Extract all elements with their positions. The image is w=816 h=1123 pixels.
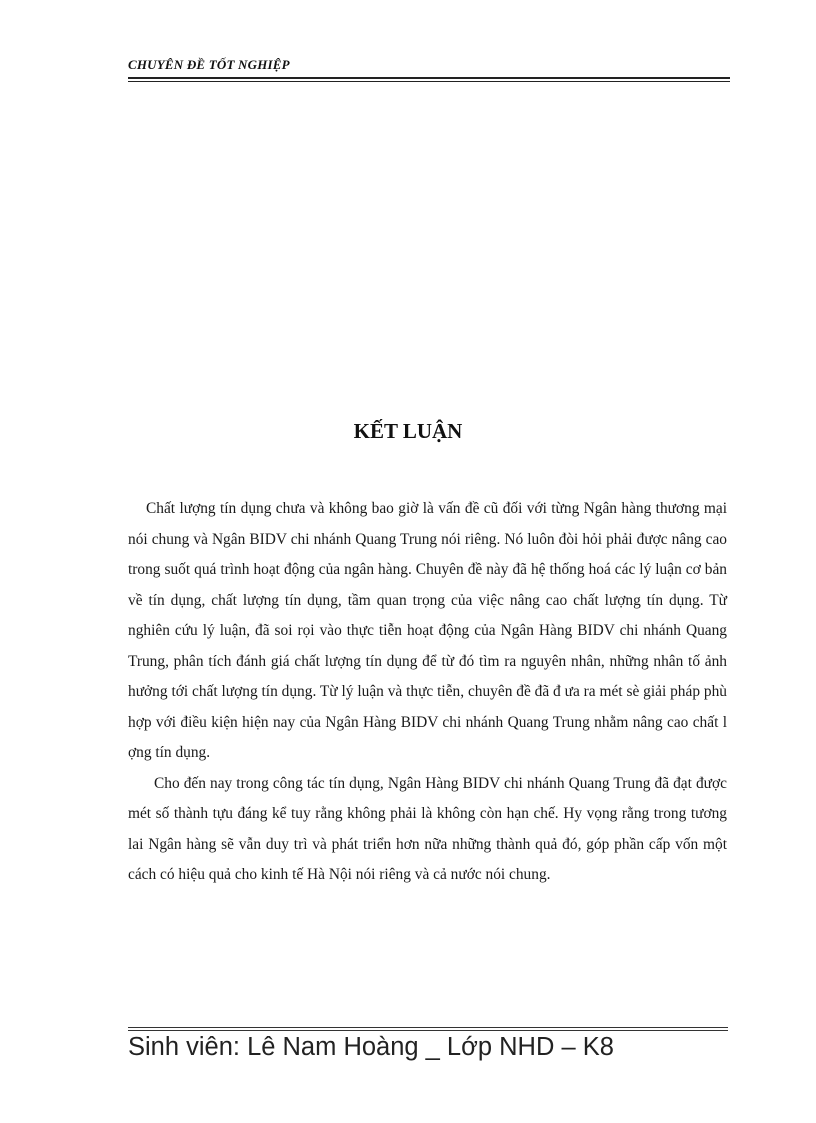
- paragraph-2: Cho đến nay trong công tác tín dụng, Ngân Hàng BIDV chi nhánh Quang Trung đã đạt được mét số thành tựu đáng kể tuy rằng không phải là không còn hạn chế. Hy vọng rằng trong tương lai Ngân hàng sẽ vẫn duy trì và phát triển hơn nữa những thành quả đó, góp phần cấp vốn một cách có hiệu quả cho kinh tế Hà Nội nói riêng và cả nước nói chung.: [128, 774, 727, 883]
- paragraph-1: Chất lượng tín dụng chưa và không bao giờ là vấn đề cũ đối với từng Ngân hàng thương mại nói chung và Ngân BIDV chi nhánh Quang Trung nói riêng. Nó luôn đòi hỏi phải được nâng cao trong suốt quá trình hoạt động của ngân hàng. Chuyên đề này đã hệ thống hoá các lý luận cơ bản về tín dụng, chất lượng tín dụng, tầm quan trọng của việc nâng cao chất lượng tín dụng. Từ nghiên cứu lý luận, đã soi rọi vào thực tiễn hoạt động của Ngân Hàng BIDV chi nhánh Quang Trung, phân tích đánh giá chất lượng tín dụng để từ đó tìm ra nguyên nhân, những nhân tố ảnh hưởng tới chất lượng tín dụng. Từ lý luận và thực tiễn, chuyên đề đã đ ưa ra mét sè giải pháp phù hợp với điều kiện hiện nay của Ngân Hàng BIDV chi nhánh Quang Trung nhằm nâng cao chất l ợng tín dụng.: [128, 500, 727, 761]
- header-rule-thick: [128, 77, 730, 79]
- header-rule-thin: [128, 81, 730, 82]
- header-title: CHUYÊN ĐỀ TỐT NGHIỆP: [128, 57, 290, 72]
- page-title: KẾT LUẬN: [353, 419, 463, 443]
- page-header: [128, 56, 730, 82]
- footer-rule-top: [128, 1027, 728, 1028]
- footer-rule-bottom: [128, 1030, 728, 1031]
- body-text: [128, 494, 727, 891]
- page-footer: [128, 1027, 728, 1062]
- footer-text: Sinh viên: Lê Nam Hoàng _ Lớp NHD – K8: [128, 1033, 614, 1061]
